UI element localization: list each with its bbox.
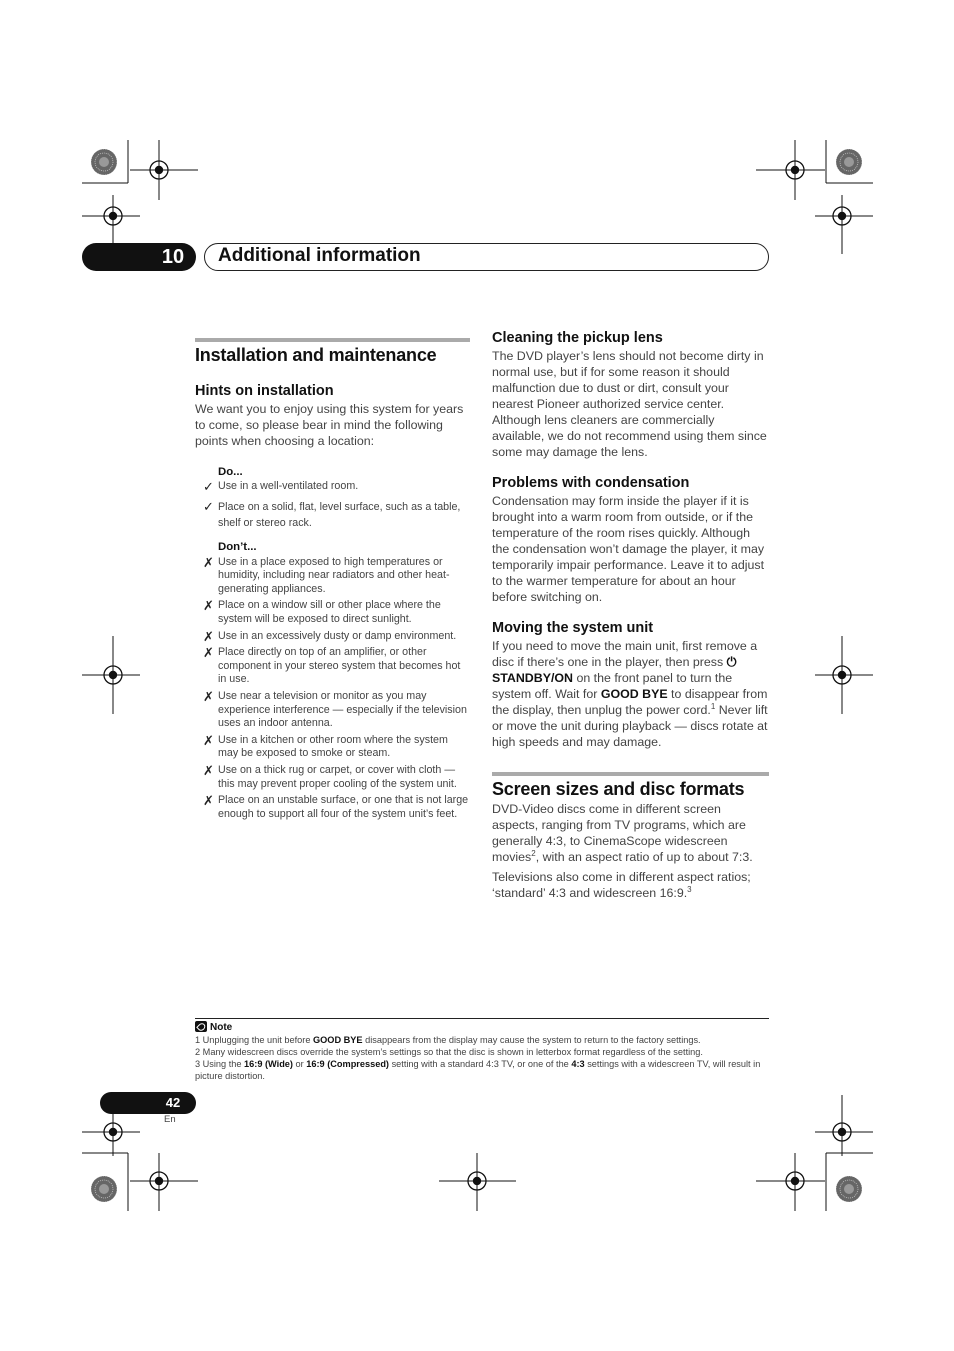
cleaning-body: The DVD player’s lens should not become dirty in normal use, but if for some reason it should malfunction due to dust or dirt, consult your nearest Pioneer authorized service center. Although lens cleaners are commercially available, we do not recommend using them since some may damage the lens. — [492, 349, 767, 459]
right-column — [492, 330, 769, 901]
standby-key: STANDBY/ON — [492, 671, 573, 685]
cross-icon: ✗ — [203, 762, 214, 778]
section-rule — [492, 772, 769, 776]
do-label: Do... — [218, 466, 243, 478]
notes — [195, 1034, 769, 1082]
subsection-title-moving: Moving the system unit — [492, 620, 654, 636]
dont-item: ✗ Use in a place exposed to high temperatures or humidity, including near radiators and other heat-generating appliances. — [203, 554, 450, 595]
section-title-screen-sizes: Screen sizes and disc formats — [492, 779, 745, 799]
moving-body: If you need to move the main unit, first remove a disc if there’s one in the player, then press ⏻ STANDBY/ON on the front panel to turn the system off. Wait for GOOD BYE to disappear from the display, then unplug the power cord.$^1$ Never lift or move the unit during playback — discs rotate at high speeds and may damage. — [492, 639, 768, 749]
cross-icon: ✗ — [203, 732, 214, 748]
check-icon: ✓ — [203, 479, 214, 494]
cross-icon: ✗ — [203, 598, 214, 614]
cross-icon: ✗ — [203, 628, 214, 644]
cross-icon: ✗ — [203, 554, 214, 570]
chapter-title: Additional information — [218, 245, 421, 266]
check-icon: ✓ — [203, 498, 214, 514]
condensation-body: Condensation may form inside the player if it is brought into a warm room from outside, or if the temperature of the room rises quickly. Although the condensation won’t damage the player, it may temporarily impair performance. Leave it to adjust to the warmer temperature for about an hour before switching on. — [492, 494, 765, 604]
note-icon — [195, 1021, 207, 1032]
note-rule — [195, 1018, 769, 1019]
dont-label: Don’t... — [218, 540, 257, 553]
chapter-number: 10 — [161, 246, 185, 268]
dont-item: ✗ Use on a thick rug or carpet, or cover with cloth — this may prevent proper cooling of the system unit. — [203, 762, 457, 790]
dont-item: ✗ Place directly on top of an amplifier, or other component in your stereo system that becomes hot in use. — [203, 645, 461, 686]
section-title-installation: Installation and maintenance — [195, 345, 437, 365]
screen-body-2: Televisions also come in different aspect ratios; ‘standard’ 4:3 and widescreen 16:9.$^3$ — [492, 870, 751, 900]
cross-icon: ✗ — [203, 793, 214, 809]
power-icon: ⏻ — [726, 655, 737, 669]
page-language: En — [164, 1114, 176, 1125]
hints-intro: We want you to enjoy using this system for years to come, so please bear in mind the following points when choosing a location: — [195, 402, 464, 448]
left-column — [195, 338, 470, 821]
note-2: 2 Many widescreen discs override the system’s settings so that the disc is shown in letterbox format regardless of the setting. — [195, 1047, 703, 1057]
cross-icon: ✗ — [203, 645, 214, 661]
dont-item: ✗ Place on a window sill or other place where the system will be exposed to direct sunlight. — [203, 598, 441, 625]
goodbye-text: GOOD BYE — [600, 687, 668, 701]
note-1: 1 Unplugging the unit before GOOD BYE disappears from the display may cause the system to return to the factory settings. — [195, 1035, 701, 1045]
dont-item: ✗ Use near a television or monitor as you may experience interference — especially if the television uses an indoor antenna. — [203, 688, 467, 730]
dont-item: ✗ Use in an excessively dusty or damp environment. — [203, 628, 457, 644]
section-rule — [195, 338, 470, 342]
note-heading: Note — [195, 1021, 232, 1033]
note-3: 3 Using the 16:9 (Wide) or 16:9 (Compressed) setting with a standard 4:3 TV, or one of the 4:3 settings with a widescreen TV, will result in picture distortion. — [195, 1059, 761, 1081]
subsection-title-hints: Hints on installation — [195, 383, 334, 399]
cross-icon: ✗ — [203, 688, 214, 704]
screen-body-1: DVD-Video discs come in different screen aspects, ranging from TV programs, which are generally 4:3, to CinemaScope widescreen movies$^2$, with an aspect ratio of up to about 7:3. — [492, 802, 753, 864]
subsection-title-condensation: Problems with condensation — [492, 475, 690, 491]
do-item: ✓ Place on a solid, flat, level surface, such as a table, shelf or stereo rack. — [203, 498, 461, 529]
subsection-title-cleaning: Cleaning the pickup lens — [492, 330, 663, 346]
page-number: 42 — [165, 1095, 181, 1110]
dont-item: ✗ Use in a kitchen or other room where the system may be exposed to smoke or steam. — [203, 732, 448, 760]
dont-item: ✗ Place on an unstable surface, or one that is not large enough to support all four of the system unit’s feet. — [203, 793, 469, 820]
do-item: ✓ Use in a well-ventilated room. — [203, 479, 359, 494]
